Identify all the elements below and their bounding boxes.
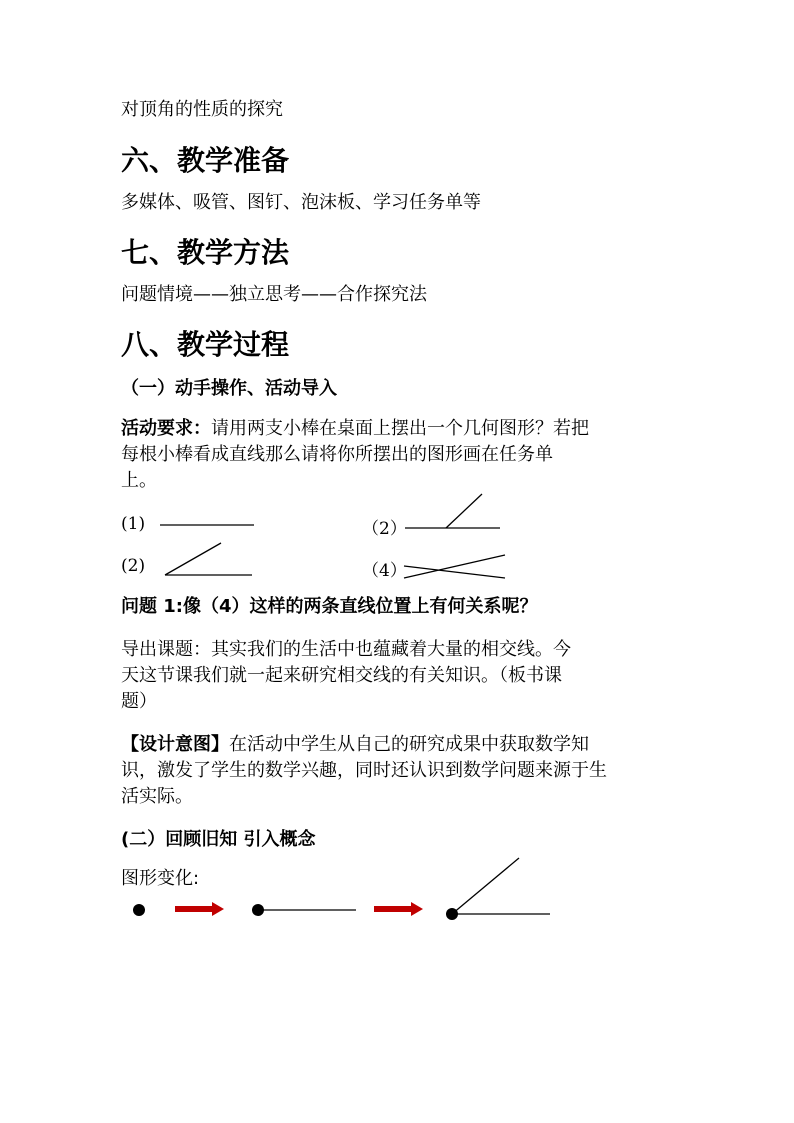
heading-section-6: 六、教学准备 bbox=[121, 144, 290, 177]
subheading-1: （一）动手操作、活动导入 bbox=[121, 378, 337, 399]
figure-label-1: (1) bbox=[121, 514, 146, 534]
design-intent-label: 【设计意图】 bbox=[121, 734, 229, 755]
activity-requirement-line3: 上。 bbox=[121, 470, 157, 491]
activity-label: 活动要求： bbox=[121, 418, 211, 439]
question-1 bbox=[121, 594, 538, 620]
point-dot bbox=[133, 904, 145, 916]
question-1-text: 问题 1:像（4）这样的两条直线位置上有何关系呢？ bbox=[121, 596, 538, 617]
figure-label-2: （2） bbox=[362, 519, 407, 539]
figure-label-4: （4） bbox=[362, 561, 407, 581]
figure-3-ray bbox=[165, 543, 221, 575]
activity-text-1: 请用两支小棒在桌面上摆出一个几何图形？若把 bbox=[211, 418, 589, 439]
design-intent-line2: 识，激发了学生的数学兴趣，同时还认识到数学问题来源于生 bbox=[121, 760, 607, 781]
design-intent-text-1: 在活动中学生从自己的研究成果中获取数学知 bbox=[229, 734, 589, 755]
design-intent-line1 bbox=[121, 732, 589, 758]
figure-2-ray bbox=[446, 494, 482, 528]
text-top-line: 对顶角的性质的探究 bbox=[121, 99, 283, 120]
text-teaching-method: 问题情境——独立思考——合作探究法 bbox=[121, 284, 427, 305]
intro-line2: 天这节课我们就一起来研究相交线的有关知识。（板书课 bbox=[121, 665, 562, 686]
arrow-2 bbox=[374, 902, 423, 916]
intro-line3: 题） bbox=[121, 691, 157, 712]
angle-side-slanted bbox=[452, 858, 519, 914]
figure-4-line-a bbox=[404, 566, 505, 578]
subheading-2: (二）回顾旧知 引入概念 bbox=[121, 829, 316, 850]
design-intent-line3: 活实际。 bbox=[121, 786, 193, 807]
intro-line1: 导出课题：其实我们的生活中也蕴藏着大量的相交线。今 bbox=[121, 639, 571, 660]
activity-requirement-line2: 每根小棒看成直线那么请将你所摆出的图形画在任务单 bbox=[121, 444, 553, 465]
heading-section-8: 八、教学过程 bbox=[121, 328, 290, 361]
text-figure-change: 图形变化: bbox=[121, 868, 200, 889]
figure-4-line-b bbox=[404, 555, 505, 578]
text-teaching-prep: 多媒体、吸管、图钉、泡沫板、学习任务单等 bbox=[121, 192, 481, 213]
heading-section-7: 七、教学方法 bbox=[121, 236, 290, 269]
figure-label-3: (2) bbox=[121, 556, 146, 576]
arrow-1 bbox=[175, 902, 224, 916]
